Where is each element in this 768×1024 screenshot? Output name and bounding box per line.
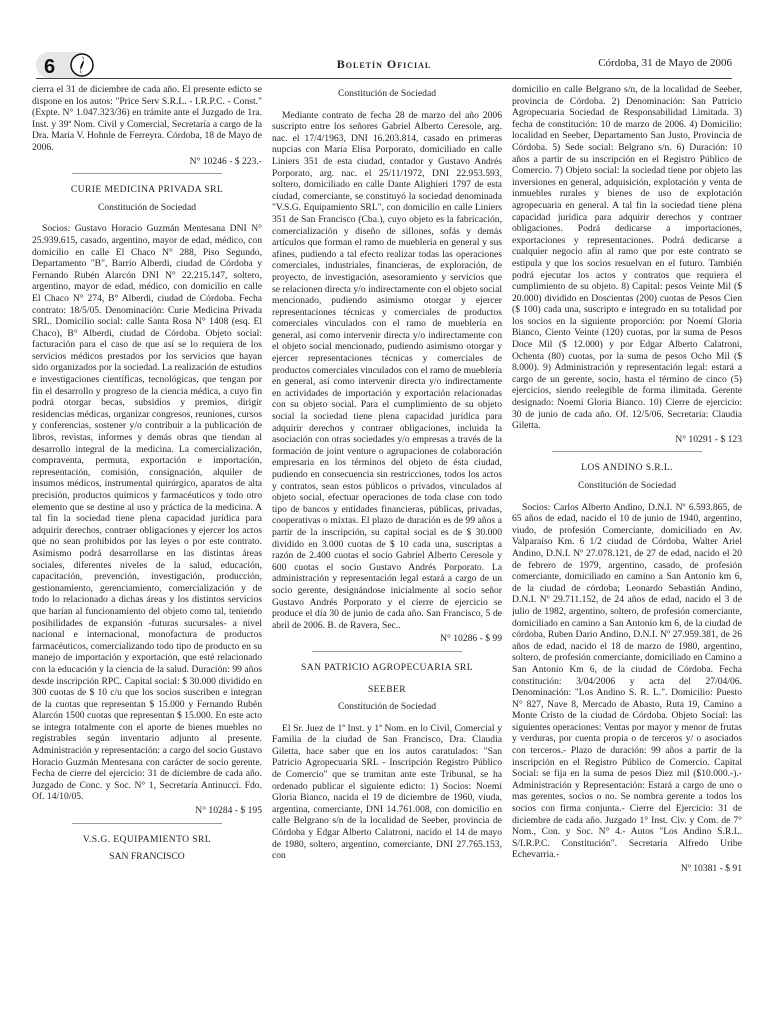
notice-subtitle: SAN FRANCISCO	[109, 851, 185, 863]
publication-date: Córdoba, 31 de Mayo de 2006	[598, 57, 732, 69]
notice-separator	[312, 651, 462, 652]
notice-title: CURIE MEDICINA PRIVADA SRL	[70, 184, 224, 196]
notice-paragraph: Socios: Carlos Alberto Andino, D.N.I. Nº 6.593.865, de 65 años de edad, nacido el 10 de junio de 1940, argentino, viudo, de profesión Comerciante, domiciliado en Av. Valparaíso Km. 6 1/2 ciudad de Córdoba, Walter Ariel Andino, D.N.I. Nº 27.078.121, de 27 de edad, nacido el 20 de febrero de 1979, argentino, casado, de profesión comerciante, domiciliado en camino a San Antonio km 6, de la ciudad de córdoba; Leonardo Sebastián Andino, D.N.I. Nº 29.711.152, de 24 años de edad, nacido el 3 de julio de 1982, argentino, soltero, de profesión comerciante, domiciliado en camino a San Antonio km 6, de la ciudad de córdoba, Ruben Dario Andino, D.N.I. Nº 27.959.381, de 26 años de edad, nacido el 18 de marzo de 1980, argentino, soltero, de profesión comerciante, domiciliado en Camino a San Antonio Km 6, de la ciudad de Córdoba. Fecha constitución: 3/04/2006 y acta del 27/04/06. Denominación: "Los Andino S. R. L.". Domicilio: Puesto N° 827, Nave 8, Mercado de Abasto, Ruta 19, Camino a Monte Cristo de la ciudad de Córdoba. Objeto Social: las siguientes operaciones: Ventas por mayor y menor de frutas y verduras, por cuenta propia o de terceros y/ o asociados con terceros.- Plazo de duración: 99 años a partir de la inscripción en el Registro Público de Comercio. Capital Social: se fija en la suma de pesos Diez mil ($10.000.-).- Administración y Representación: Estará a cargo de uno o mas gerentes, socios o no. Se nombra gerente a todos los socios con firma conjunta.- Cierre del Ejercicio: 31 de diciembre de cada año. Juzgado 1° Inst. Civ. y Com. de 7° Nom., Con. y Soc. N° 4.- Autos "Los Andino S.R.L. S/I.R.P.C. Constitución". Secretaria Alfredo Uribe Echevarria.-	[512, 501, 742, 861]
publication-title: Boletín Oficial	[336, 57, 432, 71]
page-number: 6	[44, 56, 56, 78]
notice-reference: N° 10246 - $ 223.-	[189, 155, 262, 167]
column-2	[272, 84, 502, 1008]
notice-paragraph: domicilio en calle Belgrano s/n, de la localidad de Seeber, provincia de Córdoba. 2) Denominación: San Patricio Agropecuaria Sociedad de Responsabilidad Limitada. 3) fecha de constitución: 10 de marzo de 2006. 4) Domicilio: localidad en Seeber, Departamento San Justo, Provincia de Córdoba. 5) Sede social: Belgrano s/n. 6) Duración: 10 años a partir de su inscripción en el Registro Público de Comercio. 7) Objeto social: la sociedad tiene por objeto las inversiones en general, adquisición, explotación y venta de inmuebles rurales y bienes de uso de explotación agropecuaria en general. A tal fin la sociedad tiene plena capacidad jurídica para adquirir derechos y contraer obligaciones. Podrá dedicarse a importaciones, exportaciones y representaciones. Podrá dedicarse a cualquier negocio afín al ramo que por este contrato se estipula y que los socios resuelvan en el futuro. También podrá ejecutar los actos y contratos que requiera el cumplimiento de su objeto. 8) Capital: pesos Veinte Mil ($ 20.000) dividido en Doscientas (200) cuotas de Pesos Cien ($ 100) cada una, suscripto e integrado en su totalidad por los socios en la siguiente proporción: por Noemí Gloria Bianco, Ciento Veinte (120) cuotas, por la suma de Pesos Doce Mil ($ 12.000) y por Edgar Alberto Calatroni, Ochenta (80) cuotas, por la suma de pesos Ocho Mil ($ 8.000). 9) Administración y representación legal: estará a cargo de un gerente, socio, hasta el término de cinco (5) ejercicios, siendo reelegible de forma ilimitada. Gerente designado: Noemí Gloria Bianco. 10) Cierre de ejercicio: 30 de junio de cada año. Of. 12/5/06. Secretaría: Claudia Giletta.	[512, 84, 742, 432]
notice-title: LOS ANDINO S.R.L.	[581, 462, 673, 474]
notice-reference: N° 10284 - $ 195	[195, 805, 262, 817]
page-header	[0, 0, 768, 80]
notice-subtitle: Constitución de Sociedad	[337, 701, 437, 713]
column-3	[512, 84, 742, 1008]
notice-reference: N° 10286 - $ 99	[440, 633, 502, 645]
header-rule	[36, 78, 732, 79]
notice-paragraph: El Sr. Juez de 1ª Inst. y 1ª Nom. en lo Civil, Comercial y Familia de la ciudad de San Francisco, Dra. Claudia Giletta, hace saber que en los autos caratulados: "San Patricio Agropecuaria SRL - Inscripción Registro Público de Comercio" que se tramitan ante este Tribunal, se ha ordenado publicar el siguiente edicto: 1) Socios: Noemí Gloria Bianco, nacida el 19 de diciembre de 1960, viuda, argentina, comerciante, DNI 14.761.008, con domicilio en calle Belgrano s/n de la localidad de Seeber, provincia de Córdoba y Edgar Alberto Calatroni, nacido el 14 de mayo de 1980, soltero, argentino, comerciante, DNI 27.765.153, con	[272, 722, 502, 862]
notice-reference: Nº 10381 - $ 91	[680, 863, 742, 874]
notice-paragraph: Socios: Gustavo Horacio Guzmán Mentesana DNI N° 25.939.615, casado, argentino, mayor de edad, médico, con domicilio en calle El Chaco N° 288, Piso Segundo, Departamento "B", Barrio Alberdi, ciudad de Córdoba y Fernando Rubén Alarcón DNI N° 22.215.147, soltero, argentino, mayor de edad, médico, con domicilio en calle El Chaco N° 274, B° Alberdi, ciudad de Córdoba. Fecha contrato: 18/5/05. Denominación: Curie Medicina Privada SRL. Domicilio social: calle Santa Rosa N° 1408 (esq. El Chaco), B° Alberdi, ciudad de Córdoba. Objeto social: facturación para el caso de que así se lo requiera de los servicios médicos prestados por los servicios que hayan sido organizados por la sociedad. La realización de estudios e investigaciones científicas, tecnológicas, que tengan por fin el desarrollo y progreso de la ciencia médica, a cuyo fin podrá otorgar becas, subsidios y premios, dirigir residencias médicas, organizar congresos, reuniones, cursos y conferencias, sostener y/o contribuir a la publicación de libros, revistas, informes y demás obras que tiendan al desarrollo integral de la medicina. La comercialización, compraventa, permuta, exportación e importación, representación, comisión, consignación, alquiler de insumos médicos, instrumental quirúrgico, aparatos de alta precisión, productos químicos y farmacéuticos y todo otro elemento que se destine al uso y práctica de la medicina. A tal fin la sociedad tiene plena capacidad jurídica para adquirir derechos, contraer obligaciones y ejercer los actos que no sean prohibidos por las leyes o por este contrato. Asimismo podrá desarrollarse en las distintas áreas sociales, diferentes niveles de la salud, educación, capacitación, prevención, investigación, producción, gestionamiento, gerenciamiento, comercialización y de todo lo relacionado a dichas áreas y los distintos servicios que harían al funcionamiento del objeto como tal, teniendo posibilidades de expansión -futuras sucursales- a nivel nacional e internacional, monofactura de productos farmacéuticos, comercializando todo tipo de producto en su manejo de importación y exportación, que esté relacionado con la educación y la ciencia de la salud. Duración: 99 años desde inscripción RPC. Capital social: $ 30.000 dividido en 300 cuotas de $ 10 c/u que los socios suscriben e integran de la cuotas que representan $ 15.000 y Fernando Rubén Alarcón 1500 cuotas que representan $ 15.000. En este acto se integra totalmente con el aporte de bienes muebles no registrables según inventario adjunto al presente. Administración y representación: a cargo del socio Gustavo Horacio Guzmán Mentesana con carácter de socio gerente. Fecha de cierre del ejercicio: 31 de diciembre de cada año. Juzgado de Conc. y Soc. N° 1, Secretaría Antinucci. Fdo. Of. 14/10/05.	[32, 223, 262, 803]
column-1	[32, 84, 262, 1008]
notice-separator	[72, 173, 222, 174]
notice-paragraph: Mediante contrato de fecha 28 de marzo del año 2006 suscripto entre los señores Gabriel Alberto Ceresole, arg. nac. el 17/4/1963, DNI 16.203.814, casado en primeras nupcias con María Elisa Porporato, domiciliado en calle Liniers 351 de esta ciudad, contador y Gustavo Andrés Porporato, arg. nac. el 25/11/1972, DNI 22.953.593, soltero, domiciliado en calle Dante Alighieri 1797 de esta ciudad, comerciante, se constituyó la sociedad denominada "V.S.G. Equipamiento SRL", con domicilio en calle Liniers 351 de San Francisco (Cba.), cuyo objeto es la fabricación, comercialización y diseño de sillones, sofás y demás artículos que forman el ramo de mueblería en general y sus afines, pudiendo a tal efecto realizar todas las operaciones comerciales, industriales, financieras, de exploración, de proyecto, de investigación, asesoramiento y servicios que se relacionen directa y/o indirectamente con el objeto social mencionado, pudiendo asimismo otorgar y ejercer representaciones técnicas y comerciales de productos comerciales vinculados con el ramo de mueblería en general, así como intervenir directa y/o indirectamente con el objeto social mencionado, pudiendo asimismo otorgar y ejercer representaciones técnicas y comerciales de productos comerciales vinculados con el ramo de mueblería en general, así como intervenir directa y/o indirectamente en actividades de importación y exportación relacionadas con su objeto social. Para el cumplimiento de su objeto social la sociedad tiene plena capacidad jurídica para adquirir derechos y contraer obligaciones, incluida la asociación con otras sociedades y/o empresas a través de la formación de joint venture o agrupaciones de colaboración empresaria en los términos del objeto de ésta ciudad, pudiendo en consecuencia sin restricciones, todos los actos y contratos, sean estos públicos o privados, vinculados al objeto social, efectuar operaciones de toda clase con todo tipo de bancos y entidades financieras, públicas, privadas, cooperativas o mixtas. El plazo de duración es de 99 años a partir de la inscripción, su capital social es de $ 30.000 dividido en 3.000 cuotas de $ 10 cada una, suscriptas a razón de 2.400 cuotas el socio Gabriel Alberto Ceresole y 600 cuotas el socio Gustavo Andrés Porporato. La administración y representación legal estará a cargo de un socio gerente, designándose inicialmente al socio señor Gustavo Andrés Porporato y el cierre de ejercicio se produce el día 30 de junio de cada año. San Francisco, 5 de abril de 2006. B. de Ravera, Sec..	[272, 109, 502, 631]
notice-paragraph: cierra el 31 de diciembre de cada año. El presente edicto se dispone en los autos: "Price Serv S.R.L. - I.R.P.C. - Const." (Expte. N° 1.047.323/36) en trámite ante el Juzgado de 1ra. Inst. y 39ª Nom. Civil y Comercial, Secretaría a cargo de la Dra. María V. Hohnle de Ferreyra. Córdoba, 18 de Mayo de 2006.	[32, 84, 262, 153]
notice-reference: N° 10291 - $ 123	[675, 433, 742, 445]
notice-title: SEEBER	[367, 683, 407, 695]
notice-title: SAN PATRICIO AGROPECUARIA SRL	[301, 661, 473, 673]
notice-title: V.S.G. EQUIPAMIENTO SRL	[82, 833, 212, 845]
notice-subtitle: Constitución de Sociedad	[577, 480, 677, 491]
notice-separator	[72, 823, 222, 824]
notice-subtitle: Constitución de Sociedad	[337, 88, 437, 99]
notice-subtitle: Constitución de Sociedad	[97, 201, 197, 213]
notice-separator	[552, 451, 702, 452]
